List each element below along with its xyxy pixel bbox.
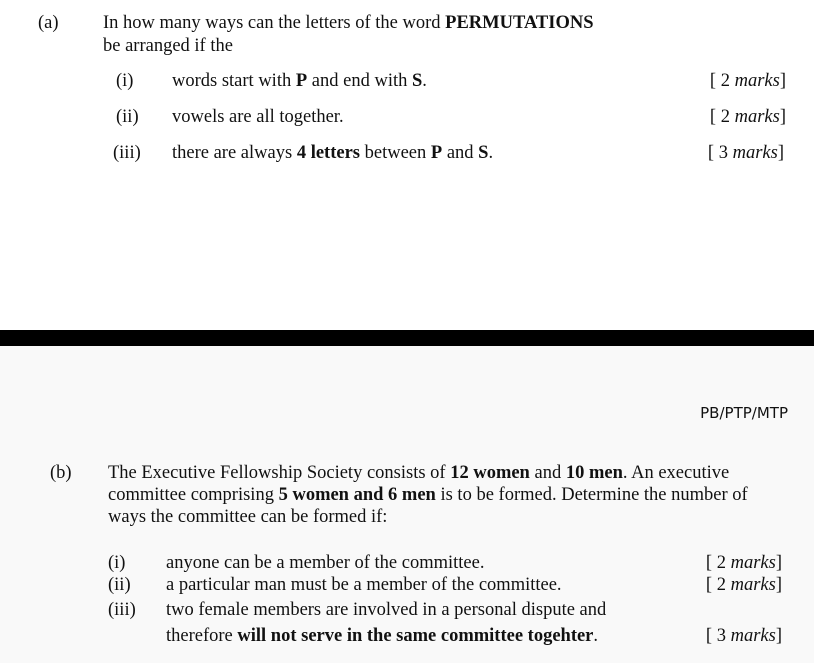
part-b-item-i-number: (i) xyxy=(108,553,126,573)
part-b-item-iii-marks: [ 3 marks] xyxy=(705,626,782,646)
part-a-item-i-number: (i) xyxy=(116,71,134,91)
part-a-item-ii-number: (ii) xyxy=(116,107,139,127)
page-divider-bar xyxy=(0,330,814,346)
part-b-item-iii-text-line2: therefore will not serve in the same committee togehter. xyxy=(166,626,599,646)
part-a-item-iii-number: (iii) xyxy=(113,143,141,163)
part-a-item-i-marks: [ 2 marks] xyxy=(709,71,786,91)
part-a-question-line1: In how many ways can the letters of the word PERMUTATIONS xyxy=(103,13,594,33)
part-b-stem-line3: ways the committee can be formed if: xyxy=(108,507,388,527)
part-b-label: (b) xyxy=(50,463,72,483)
part-a-question-line2: be arranged if the xyxy=(103,36,233,56)
part-b-item-iii-text-line1: two female members are involved in a personal dispute and xyxy=(166,600,607,620)
part-b-item-ii-number: (ii) xyxy=(108,575,131,595)
part-a-item-ii-marks: [ 2 marks] xyxy=(709,107,786,127)
part-a-label: (a) xyxy=(38,13,59,33)
part-a-item-iii-marks: [ 3 marks] xyxy=(707,143,784,163)
part-a-item-iii-text: there are always 4 letters between P and S. xyxy=(172,143,494,163)
part-b-stem-line1: The Executive Fellowship Society consists of 12 women and 10 men. An executive xyxy=(108,463,730,483)
part-b-item-i-marks: [ 2 marks] xyxy=(705,553,782,573)
part-b-item-ii-text: a particular man must be a member of the committee. xyxy=(166,575,562,595)
page-header-code: PB/PTP/MTP xyxy=(700,404,788,422)
part-b-stem-line2: committee comprising 5 women and 6 men is to be formed. Determine the number of xyxy=(108,485,748,505)
part-a-item-i-text: words start with P and end with S. xyxy=(172,71,427,91)
part-b-item-iii-number: (iii) xyxy=(108,600,136,620)
part-b-item-i-text: anyone can be a member of the committee. xyxy=(166,553,485,573)
part-b-item-ii-marks: [ 2 marks] xyxy=(705,575,782,595)
part-a-item-ii-text: vowels are all together. xyxy=(172,107,344,127)
